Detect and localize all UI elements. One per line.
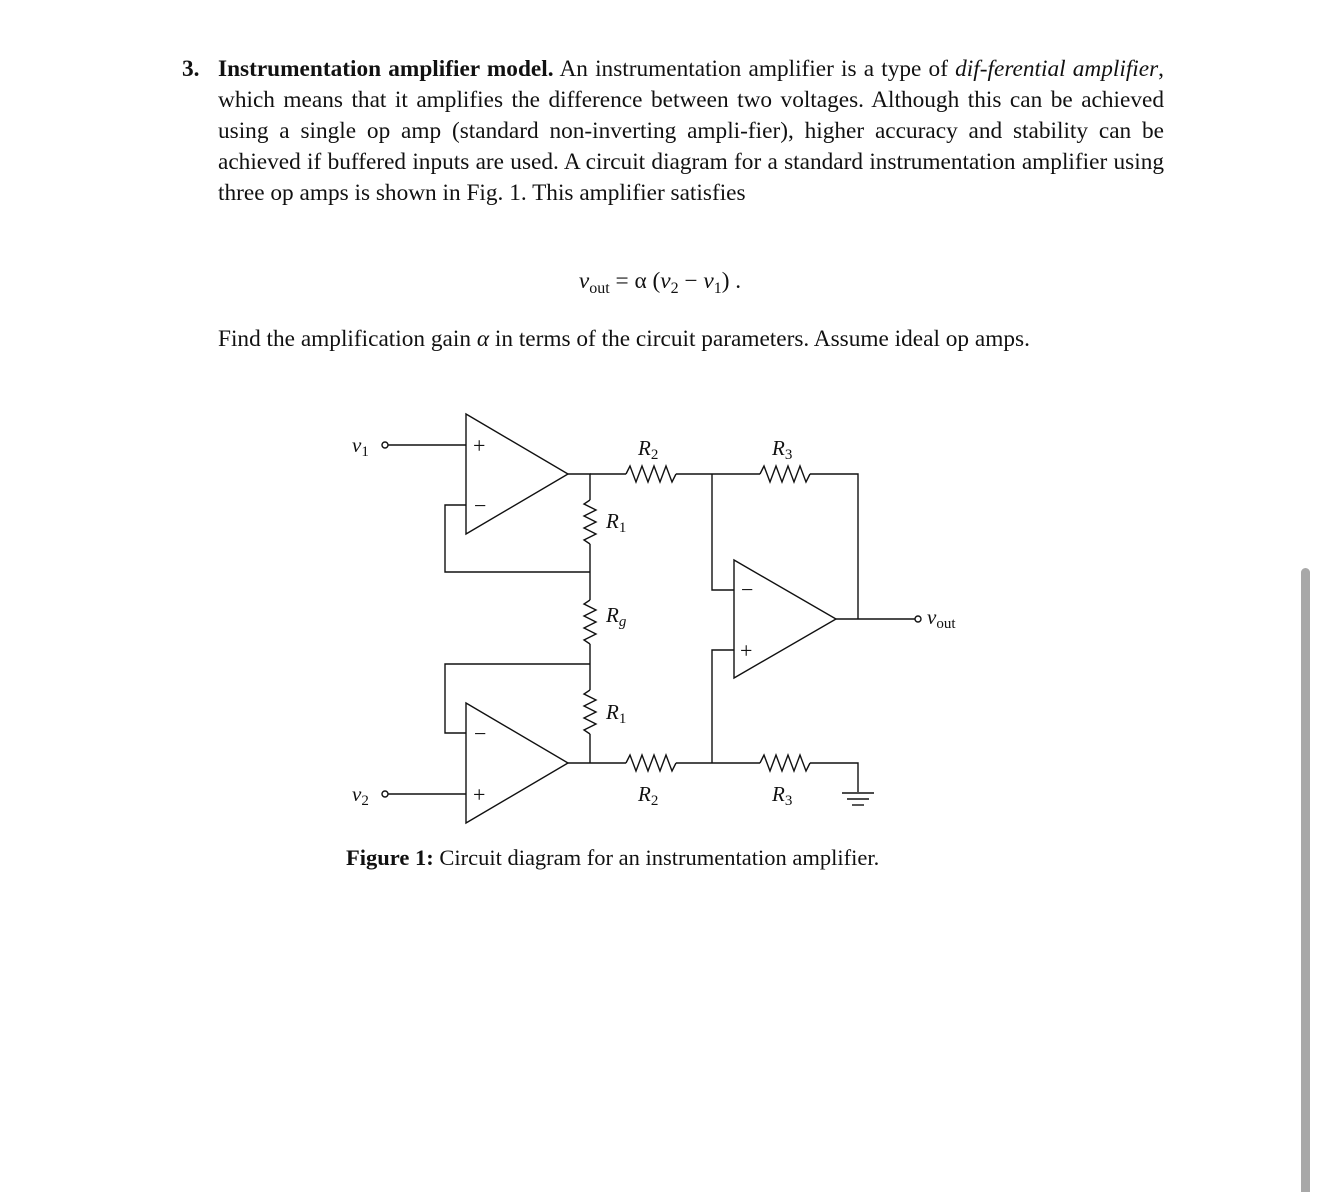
opamp-top-plus: + xyxy=(473,433,486,458)
problem-emphasis: dif-ferential amplifier xyxy=(955,56,1159,82)
find-alpha: α xyxy=(476,326,490,352)
label-r1-bottom: R1 xyxy=(606,700,627,727)
find-text-2: in terms of the circuit parameters. Assume ideal op amps. xyxy=(494,326,1030,352)
eq-v1: v xyxy=(703,268,714,294)
problem-title: Instrumentation amplifier model. xyxy=(218,56,554,82)
eq-equals-alpha: = α ( xyxy=(609,268,661,294)
resistor-r2-top xyxy=(626,466,676,482)
eq-close: ) . xyxy=(721,268,742,294)
opamp-bottom-minus: − xyxy=(474,721,487,746)
label-rg: Rg xyxy=(606,603,627,630)
label-r3-bottom: R3 xyxy=(772,782,793,809)
eq-vout: v xyxy=(578,268,590,294)
caption-label: Figure 1: xyxy=(346,845,434,870)
problem-text-2: , which means that it amplifies the difference between two voltages. Although this can be achieved using a single op amp (standard non-inverting ampli-fier), higher accuracy and stability can be achieved if buffered inputs are used. A circuit diagram for a standard instrumentation amplifier using three op amps is shown in Fig. 1. This amplifier satisfies xyxy=(218,56,1164,206)
eq-minus: − xyxy=(678,268,704,294)
label-v2: v2 xyxy=(352,782,369,809)
resistor-r3-bottom xyxy=(760,755,810,771)
v2-terminal xyxy=(382,791,388,797)
caption-text: Circuit diagram for an instrumentation amplifier. xyxy=(439,845,880,870)
vout-terminal xyxy=(915,616,921,622)
resistor-r2-bottom xyxy=(626,755,676,771)
label-r2-bottom: R2 xyxy=(638,782,659,809)
label-r3-top: R3 xyxy=(772,436,793,463)
v1-terminal xyxy=(382,442,388,448)
opamp-bottom-plus: + xyxy=(473,782,486,807)
label-v1: v1 xyxy=(352,433,369,460)
find-text-1: Find the amplification gain xyxy=(218,326,471,352)
resistor-r1-top xyxy=(584,500,596,544)
resistor-r1-bottom xyxy=(584,690,596,734)
scrollbar-thumb[interactable] xyxy=(1301,568,1310,1192)
problem-text-1: An instrumentation amplifier is a type of xyxy=(559,56,948,82)
opamp-output-plus: + xyxy=(740,638,753,663)
eq-v2-sub: 2 xyxy=(670,280,679,297)
label-r1-top: R1 xyxy=(606,509,627,536)
problem-number: 3. xyxy=(182,56,200,82)
label-r2-top: R2 xyxy=(638,436,659,463)
figure-caption xyxy=(346,845,879,871)
resistor-r3-top xyxy=(760,466,810,482)
resistor-rg xyxy=(584,600,596,644)
eq-vout-sub: out xyxy=(589,280,610,297)
ground-symbol xyxy=(842,793,874,805)
opamp-output-minus: − xyxy=(741,577,754,602)
opamp-top-minus: − xyxy=(474,493,487,518)
eq-v1-sub: 1 xyxy=(713,280,722,297)
label-vout: vout xyxy=(927,605,956,632)
eq-v2: v xyxy=(660,268,671,294)
